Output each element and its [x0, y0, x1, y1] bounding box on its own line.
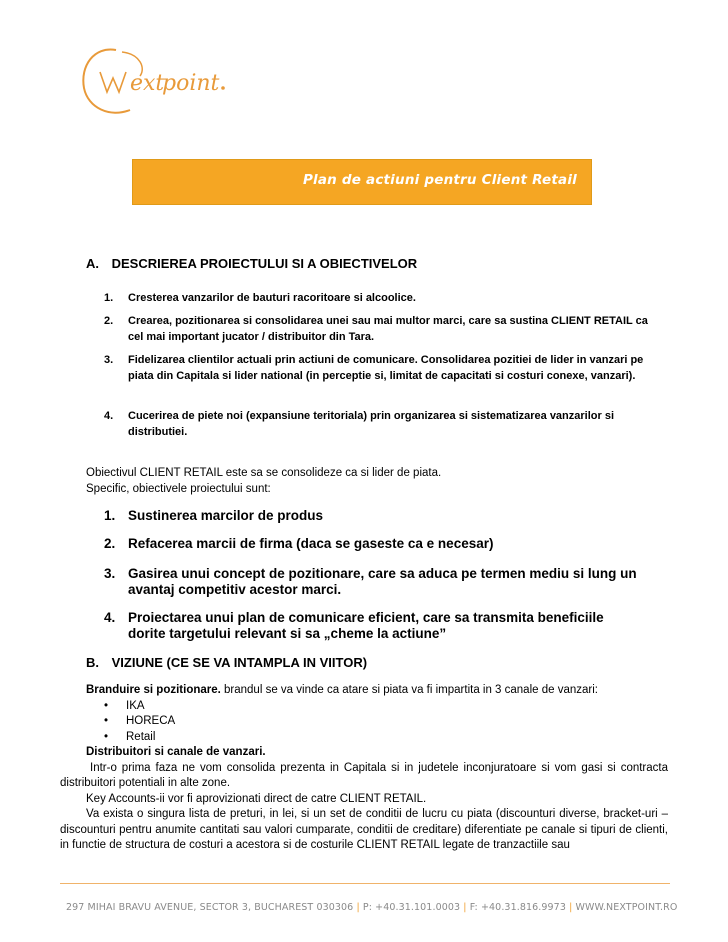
objective-line: Obiectivul CLIENT RETAIL este sa se consolideze ca si lider de piata.: [86, 467, 442, 479]
channel-label: HORECA: [126, 715, 176, 727]
footer-separator: |: [569, 902, 573, 913]
distrib-heading: Distribuitori si canale de vanzari.: [86, 746, 266, 758]
footer-address: [66, 902, 686, 913]
item-text: Proiectarea unui plan de comunicare eficient, care sa transmita beneficiile dorite targetului relevant si sa „cheme la actiune”: [128, 610, 604, 641]
footer-divider: [60, 883, 670, 884]
item-text: Fidelizarea clientilor actuali prin actiuni de comunicare. Consolidarea pozitiei de lider in vanzari pe piata din Capitala si lider national (in perceptie si, limitat de capacitati si costuri conexe, vanzari).: [128, 354, 644, 382]
section-a-title: DESCRIEREA PROIECTULUI SI A OBIECTIVELOR: [111, 256, 418, 271]
channel-label: Retail: [126, 730, 156, 743]
footer-separator: |: [356, 902, 360, 913]
svg-text:point: point: [162, 71, 220, 96]
section-a-heading: [86, 256, 417, 271]
item-number: 4.: [104, 610, 116, 625]
paragraph: Key Accounts-ii vor fi aprovizionati direct de catre CLIENT RETAIL.: [86, 792, 427, 805]
footer-fax: F: +40.31.816.9973: [469, 902, 566, 913]
objective-paragraph: [86, 465, 666, 497]
item-text: Crearea, pozitionarea si consolidarea unei sau mai multor marci, care sa sustina CLIENT RETAIL ca cel mai important jucator / distribuitor din Tara.: [128, 315, 648, 343]
section-b-title: VIZIUNE (CE SE VA INTAMPLA IN VIITOR): [111, 655, 368, 670]
nextpoint-logo: [76, 42, 246, 122]
item-number: 1.: [104, 292, 114, 304]
branding-text: brandul se va vinde ca atare si piata va fi impartita in 3 canale de vanzari:: [220, 684, 598, 696]
title-banner: [132, 159, 592, 205]
branding-line: [60, 683, 668, 699]
footer-website: WWW.NEXTPOINT.RO: [575, 902, 678, 913]
list-item: [60, 714, 668, 730]
item-number: 2.: [104, 315, 114, 327]
item-number: 1.: [104, 508, 116, 523]
objective-line: Specific, obiectivele proiectului sunt:: [86, 483, 271, 495]
item-text: Cucerirea de piete noi (expansiune teritoriala) prin organizarea si sistematizarea vanzarilor si distributiei.: [128, 410, 615, 438]
footer-phone: P: +40.31.101.0003: [362, 902, 461, 913]
paragraph: Va exista o singura lista de preturi, in lei, si un set de conditii de lucru cu piata (discounturi diverse, bracket-uri – discounturi pentru anumite cantitati sau valori cumparate, conditii de creditare) diferentiate pe canale si tipuri de clienti, in functie de structura de costuri a acestora si de costurile CLIENT RETAIL legate de tranzactiile sau: [60, 808, 668, 851]
item-number: 3.: [104, 566, 116, 581]
item-number: 2.: [104, 536, 116, 551]
list-item: [60, 730, 668, 746]
paragraph: Intr-o prima faza ne vom consolida prezenta in Capitala si in judetele inconjuratoare si vom gasi si contracta distribuitori potentiali in alte zone.: [60, 761, 668, 789]
svg-text:ext: ext: [130, 71, 165, 96]
banner-title: Plan de actiuni pentru Client Retail: [302, 172, 577, 188]
bullet-icon: •: [104, 699, 109, 712]
branding-heading: Branduire si pozitionare.: [86, 684, 221, 696]
bullet-icon: •: [104, 730, 109, 743]
item-number: 3.: [104, 354, 114, 366]
section-a-label: A.: [86, 256, 99, 271]
bullet-icon: •: [104, 715, 109, 727]
footer-address-text: 297 MIHAI BRAVU AVENUE, SECTOR 3, BUCHAREST 030306: [66, 902, 354, 913]
section-b-body: [60, 683, 668, 854]
item-text: Refacerea marcii de firma (daca se gaseste ca e necesar): [128, 536, 494, 551]
item-text: Gasirea unui concept de pozitionare, care sa aduca pe termen mediu si lung un avantaj competitiv acestor marci.: [128, 566, 637, 597]
section-b-heading: [86, 655, 367, 670]
item-text: Sustinerea marcilor de produs: [128, 508, 324, 523]
item-number: 4.: [104, 410, 114, 422]
footer-separator: |: [463, 902, 467, 913]
item-text: Cresterea vanzarilor de bauturi racoritoare si alcoolice.: [128, 292, 416, 304]
list-item: [60, 699, 668, 715]
channel-label: IKA: [126, 699, 145, 712]
section-b-label: B.: [86, 655, 99, 670]
